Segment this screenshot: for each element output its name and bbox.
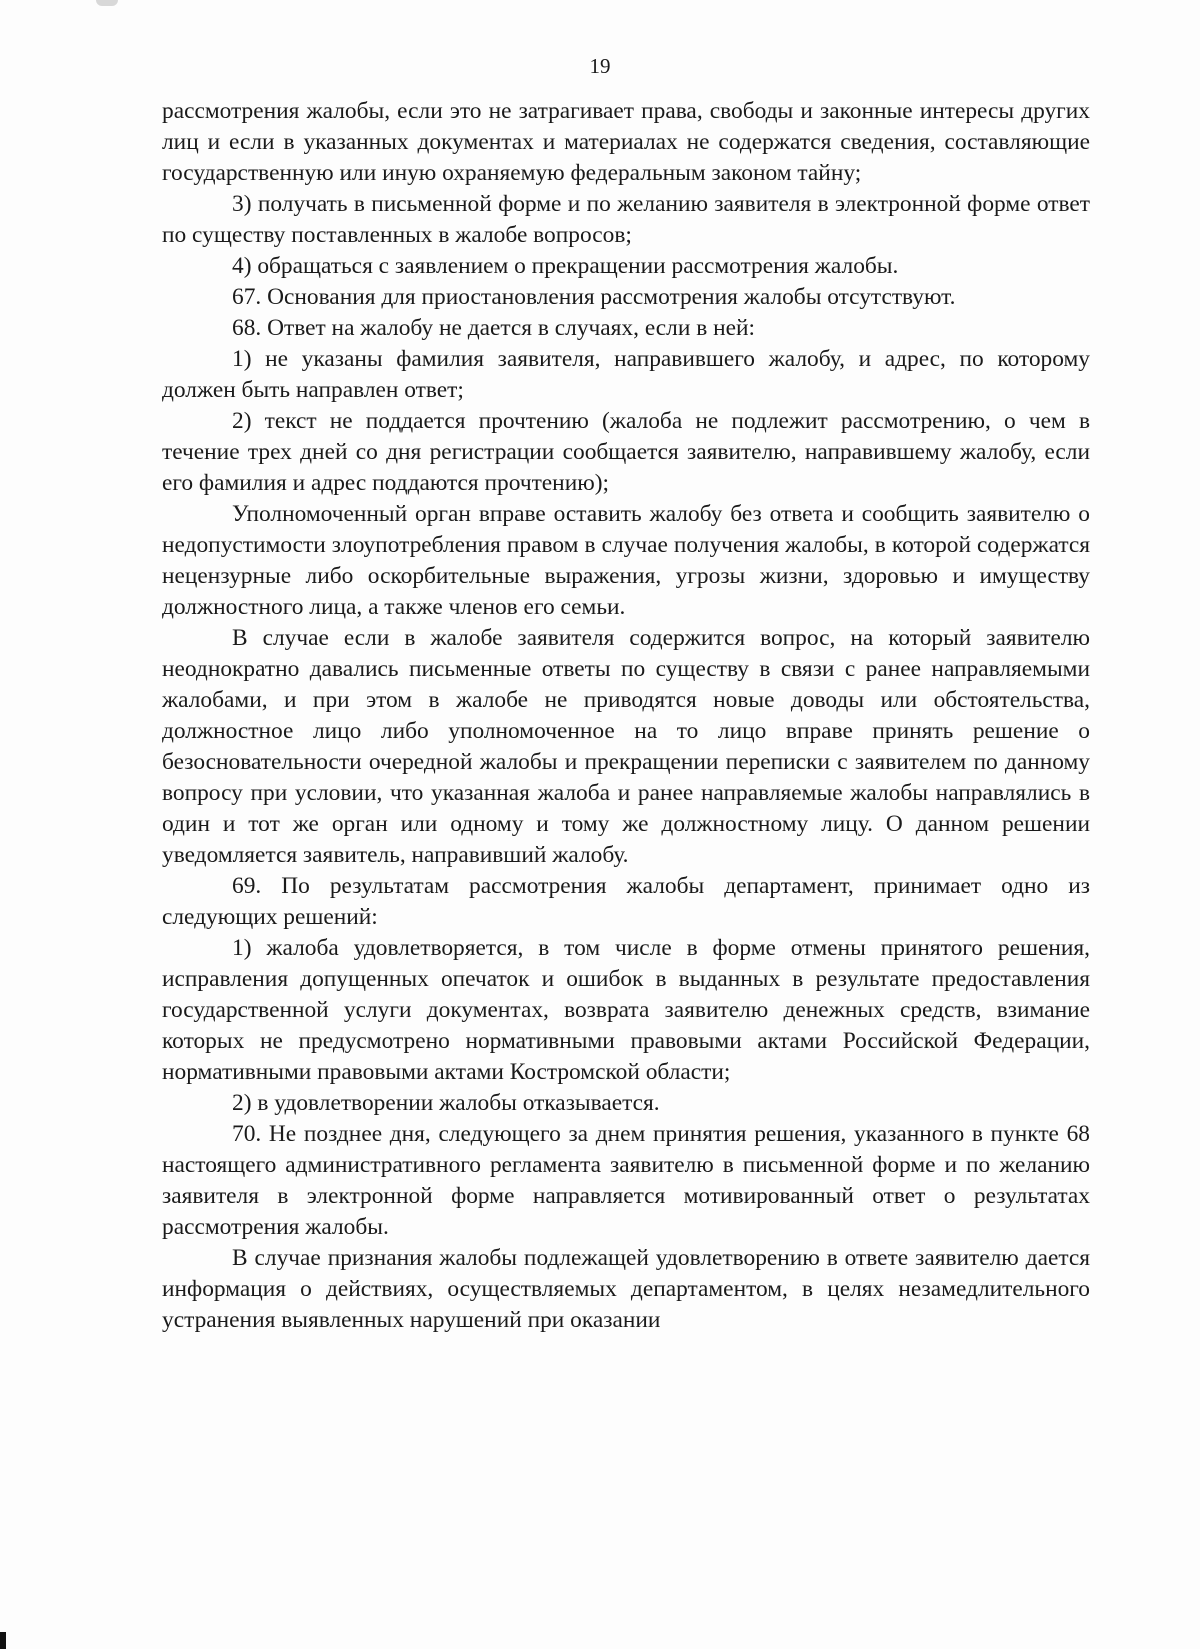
paragraph: В случае признания жалобы подлежащей удовлетворению в ответе заявителю дается информация о действиях, осуществляемых департаментом, в целях незамедлительного устранения выявленных нарушений при оказании [162,1245,1090,1333]
page-number: 19 [589,54,611,78]
scan-artifact-top [96,0,118,6]
scan-artifact-left [0,1632,6,1649]
paragraph: Уполномоченный орган вправе оставить жалобу без ответа и сообщить заявителю о недопустимости злоупотребления правом в случае получения жалобы, в которой содержатся нецензурные либо оскорбительные выражения, угрозы жизни, здоровью и имуществу должностного лица, а также членов его семьи. [162,501,1090,620]
paragraph: рассмотрения жалобы, если это не затрагивает права, свободы и законные интересы других лиц и если в указанных документах и материалах не содержатся сведения, составляющие государственную или иную охраняемую федеральным законом тайну; [162,98,1090,186]
paragraph: 1) жалоба удовлетворяется, в том числе в форме отмены принятого решения, исправления допущенных опечаток и ошибок в выданных в результате предоставления государственной услуги документах, возврата заявителю денежных средств, взимание которых не предусмотрено нормативными правовыми актами Российской Федерации, нормативными правовыми актами Костромской области; [162,935,1090,1085]
paragraph: 3) получать в письменной форме и по желанию заявителя в электронной форме ответ по существу поставленных в жалобе вопросов; [162,191,1090,248]
paragraph: 2) текст не поддается прочтению (жалоба не подлежит рассмотрению, о чем в течение трех дней со дня регистрации сообщается заявителю, направившему жалобу, если его фамилия и адрес поддаются прочтению); [162,408,1090,496]
paragraph: 2) в удовлетворении жалобы отказывается. [232,1090,660,1116]
paragraph: 70. Не позднее дня, следующего за днем принятия решения, указанного в пункте 68 настоящего административного регламента заявителю в письменной форме и по желанию заявителя в электронной форме направляется мотивированный ответ о результатах рассмотрения жалобы. [162,1121,1090,1240]
paragraph: 68. Ответ на жалобу не дается в случаях, если в ней: [232,315,756,341]
document-body [162,96,1090,1336]
paragraph: 4) обращаться с заявлением о прекращении рассмотрения жалобы. [232,253,899,279]
paragraph: 67. Основания для приостановления рассмотрения жалобы отсутствуют. [232,284,956,310]
paragraph: В случае если в жалобе заявителя содержится вопрос, на который заявителю неоднократно давались письменные ответы по существу в связи с ранее направляемыми жалобами, и при этом в жалобе не приводятся новые доводы или обстоятельства, должностное лицо либо уполномоченное на то лицо вправе принять решение о безосновательности очередной жалобы и прекращении переписки с заявителем по данному вопросу при условии, что указанная жалоба и ранее направляемые жалобы направлялись в один и тот же орган или одному и тому же должностному лицу. О данном решении уведомляется заявитель, направивший жалобу. [162,625,1090,868]
paragraph: 69. По результатам рассмотрения жалобы департамент, принимает одно из следующих решений: [162,873,1090,930]
paragraph: 1) не указаны фамилия заявителя, направившего жалобу, и адрес, по которому должен быть направлен ответ; [162,346,1090,403]
